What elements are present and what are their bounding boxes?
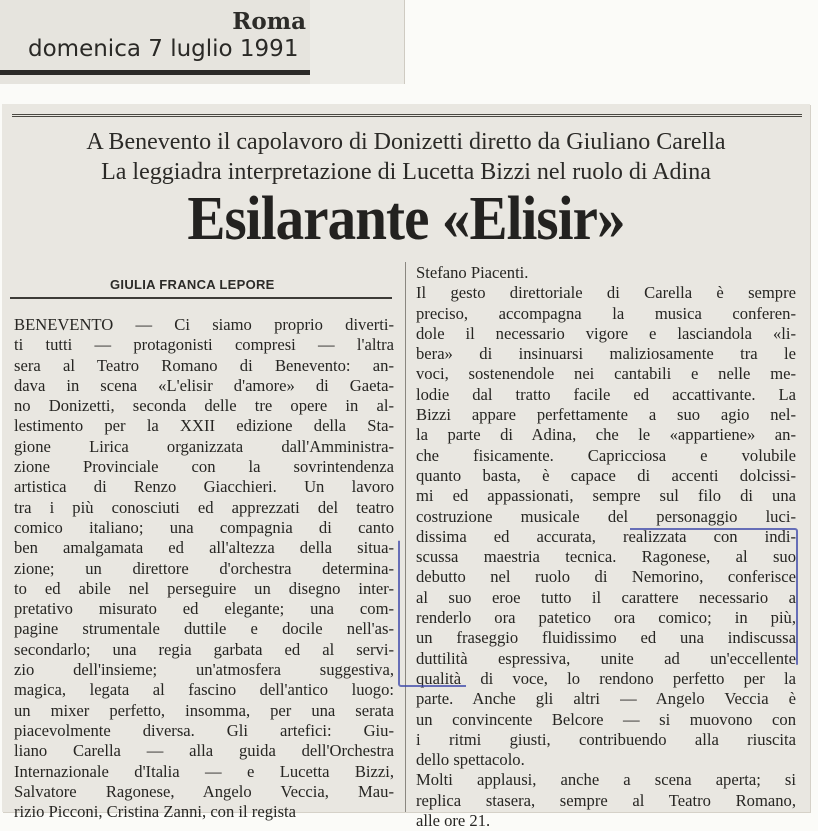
article-line: ti tutti — protagonisti compresi — l'altra <box>14 335 394 355</box>
article-line: lodie dal tratto facile ed accattivante. La <box>416 384 796 404</box>
article-line: dava in scena «L'elisir d'amore» di Gaeta- <box>14 375 394 395</box>
article-line: BENEVENTO — Ci siamo proprio diverti- <box>14 315 394 334</box>
masthead-rule <box>0 70 310 75</box>
article-line: duttilità espressiva, unite ad un'eccellente <box>416 648 796 668</box>
article-line: un mixer perfetto, insomma, per una serata <box>14 700 394 720</box>
article-line: quanto basta, è capace di accenti dolcissi- <box>416 465 796 485</box>
article-line: no Donizetti, seconda delle tre opere in al- <box>14 396 394 416</box>
article-line: voci, sostenendole nei cantabili e nelle me- <box>416 364 796 384</box>
article-line: artistica di Renzo Giacchieri. Un lavoro <box>14 477 394 497</box>
article-line: pretativo misurato ed elegante; una com- <box>14 599 394 619</box>
article-line: che fisicamente. Capricciosa e volubile <box>416 445 796 465</box>
article-line: dello spettacolo. <box>416 750 525 770</box>
article-line: secondarlo; una regia garbata ed al servi- <box>14 639 394 659</box>
article-line: to ed abile nel perseguire un disegno inter- <box>14 578 394 598</box>
pen-annotation-box <box>398 528 798 687</box>
byline-rule <box>10 297 392 299</box>
article-line: replica stasera, sempre al Teatro Romano, <box>416 790 796 810</box>
article-line: liano Carella — alla guida dell'Orchestra <box>14 741 394 761</box>
article-line: parte. Anche gli altri — Angelo Veccia è <box>416 689 796 709</box>
masthead-clipping <box>0 0 405 84</box>
article-line: lestimento per la XXII edizione della Sta- <box>14 416 394 436</box>
article-line: al suo eroe tutto il carattere necessario a <box>416 587 796 607</box>
article-line: debutto nel ruolo di Nemorino, conferisce <box>416 567 796 587</box>
article-clipping <box>2 104 810 831</box>
article-line: ben amalgamata ed all'altezza della situa- <box>14 538 394 558</box>
article-line: Salvatore Ragonese, Angelo Veccia, Mau- <box>14 781 394 801</box>
article-line: zio dell'insieme; un'atmosfera suggestiva, <box>14 660 394 680</box>
article-line: Internazionale d'Italia — e Lucetta Bizzi, <box>14 761 394 781</box>
article-line: alle ore 21. <box>416 811 491 831</box>
article-line: zione; un direttore d'orchestra determina- <box>14 558 394 578</box>
article-line: Il gesto direttoriale di Carella è sempre <box>416 283 796 303</box>
article-line: rizio Picconi, Cristina Zanni, con il regista <box>14 802 297 822</box>
headline: Esilarante «Elisir» <box>187 185 625 253</box>
article-line: un fraseggio fluidissimo ed una indiscussa <box>416 628 796 648</box>
article-line: la parte di Adina, che le «appartiene» an- <box>416 425 796 445</box>
article-line: Stefano Piacenti. <box>416 263 529 282</box>
article-line: dissima ed accurata, realizzata con indi- <box>416 526 796 546</box>
article-line: un convincente Belcore — si muovono con <box>416 709 796 729</box>
article-line: piacevolmente diversa. Gli artefici: Giu- <box>14 720 394 740</box>
article-line: qualità di voce, lo rendono perfetto per la <box>416 668 796 688</box>
paper-tab <box>310 0 404 84</box>
masthead-city: Roma <box>232 8 306 35</box>
column-divider <box>405 262 406 812</box>
article-line: i ritmi giusti, contribuendo alla riuscita <box>416 729 796 749</box>
top-rule <box>12 114 802 117</box>
article-line: mi ed appassionati, sempre sul filo di una <box>416 486 796 506</box>
article-line: preciso, accompagna la musica conferen- <box>416 303 796 323</box>
article-line: dole il necessario vigore e lasciandola «li- <box>416 323 796 343</box>
article-line: tra i più conosciuti ed apprezzati del teatro <box>14 497 394 517</box>
article-line: costruzione musicale del personaggio luci- <box>416 506 796 526</box>
article-line: zione Provinciale con la sovrintendenza <box>14 457 394 477</box>
article-line: bera» di insinuarsi maliziosamente tra le <box>416 344 796 364</box>
left-column <box>14 315 394 822</box>
article-line: Bizzi appare perfettamente a suo agio nel- <box>416 405 796 425</box>
article-line: gione Lirica organizzata dall'Amministra- <box>14 436 394 456</box>
article-line: pagine strumentale duttile e docile nell'as- <box>14 619 394 639</box>
article-line: comico italiano; una compagnia di canto <box>14 517 394 537</box>
byline: GIULIA FRANCA LEPORE <box>110 277 275 292</box>
article-line: scussa maestria tecnica. Ragonese, al suo <box>416 547 796 567</box>
kicker-line-2: La leggiadra interpretazione di Lucetta Bizzi nel ruolo di Adina <box>101 159 711 185</box>
masthead-date: domenica 7 luglio 1991 <box>28 36 299 62</box>
article-line: Molti applausi, anche a scena aperta; si <box>416 770 796 790</box>
kicker-line-1: A Benevento il capolavoro di Donizetti diretto da Giuliano Carella <box>86 129 726 155</box>
article-line: magica, legata al fascino dell'antico luogo: <box>14 680 394 700</box>
article-line: sera al Teatro Romano di Benevento: an- <box>14 355 394 375</box>
article-line: renderlo ora patetico ora comico; in più, <box>416 608 796 628</box>
